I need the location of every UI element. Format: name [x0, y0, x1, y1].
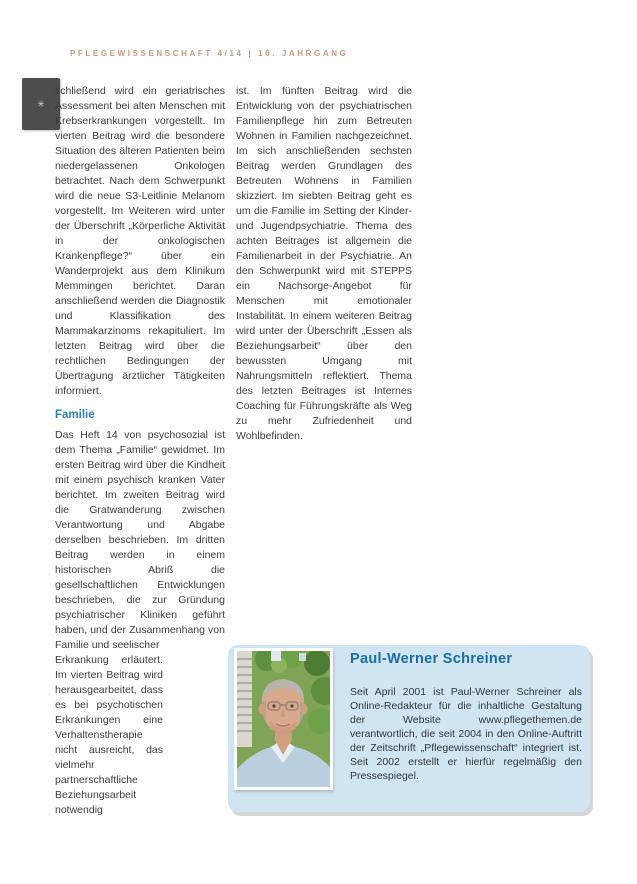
article-paragraph: ist. Im fünften Beitrag wird die Entwicklung von der psychiatrischen Familienpflege hin zum Betreuten Wohnen in Familien nachgezeichnet. Im sich anschließenden sechsten Beitrag werden Grundlagen des Betreuten Wohnens in Familien skizziert. Im siebten Beitrag geht es um die Familie im Setting der Kinder- und Jugendpsychiatrie. Thema des achten Beitrages ist allgemein die Familienarbeit in der Psychiatrie. An den Schwerpunkt wird mit STEPPS ein Nachsorge-Angebot für Menschen mit emotionaler Instabilität. In einem weiteren Beitrag wird unter der Überschrift „Essen als Beziehungsarbeit“ über den bewussten Umgang mit Nahrungsmitteln reflektiert. Thema des letzten Beitrages ist Internes Coaching für Führungskräfte als Weg zu mehr Zufriedenheit und Wohlbefinden. — [236, 85, 412, 442]
article-paragraph-narrow: Erkrankung erläutert. Im vierten Beitrag wird herausgearbeitet, dass es bei psychotischen Erkrankungen eine Verhaltenstherapie nicht ausreicht, das vielmehr partnerschaftliche Beziehungsarbeit notwendig — [55, 654, 163, 816]
asterisk-icon: ✳ — [37, 98, 45, 109]
familie-heading: Familie — [55, 409, 95, 421]
journal-header: PFLEGEWISSENSCHAFT 4/14 | 16. JAHRGANG — [70, 49, 349, 58]
article-column-left — [55, 84, 225, 818]
article-column-right — [236, 84, 412, 444]
portrait-illustration — [237, 651, 330, 787]
article-paragraph: Das Heft 14 von psychosozial ist dem Thema „Familie“ gewidmet. Im ersten Beitrag wird über die Kindheit mit einem psychisch kranken Vater berichtet. Im zweiten Beitrag wird die Gratwanderung zwischen Verantwortung und Abgabe derselben beschrieben. Im dritten Beitrag werden in einem historischen Abriß die gesellschaftlichen Entwicklungen beschrieben, die zur Gründung psychiatrischer Kliniken geführt haben, und der Zusammenhang von Familie und seelischer — [55, 429, 225, 651]
author-name-heading: Paul-Werner Schreiner — [350, 651, 513, 667]
article-paragraph: schließend wird ein geriatrisches Assessment bei alten Menschen mit Krebserkrankungen vorgestellt. Im vierten Beitrag wird die besondere Situation des älteren Patienten beim niedergelassenen Onkologen betrachtet. Nach dem Schwerpunkt wird die neue S3-Leitlinie Melanom vorgestellt. Im Weiteren wird unter der Überschrift „Körperliche Aktivität in der onkologischen Krankenpflege?“ über ein Wanderprojekt aus dem Klinikum Memmingen berichtet. Daran anschließend werden die Diagnostik und Klassifikation des Mammakarzinoms rekapituliert. Im letzten Beitrag wird über die rechtlichen Bedingungen der Übertragung ärztlicher Tätigkeiten informiert. — [55, 85, 225, 397]
author-infobox — [228, 645, 590, 812]
portrait-photo — [234, 648, 333, 790]
author-bio-text: Seit April 2001 ist Paul-Werner Schreiner als Online-Redakteur für die inhaltliche Gestaltung der Website www.pflegethemen.de verantwortlich, die seit 2004 in den Online-Auftritt der Zeitschrift „Pflegewissenschaft“ integriert ist. Seit 2002 erstellt er hierfür regelmäßig den Pressespiegel. — [350, 686, 582, 782]
